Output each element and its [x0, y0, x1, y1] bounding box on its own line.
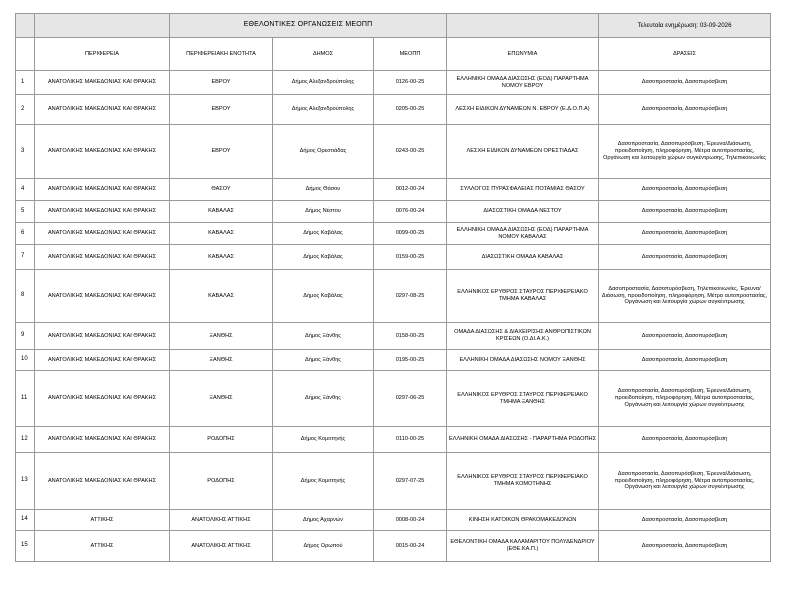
- header-blank-cell: [35, 14, 170, 38]
- column-header-regional-unit: ΠΕΡΙΦΕΡΕΙΑΚΗ ΕΝΟΤΗΤΑ: [170, 38, 273, 71]
- organization-name-cell: ΔΙΑΣΩΣΤΙΚΗ ΟΜΑΔΑ ΝΕΣΤΟΥ: [447, 201, 599, 223]
- table-row: [16, 179, 771, 201]
- code-cell: 0297-08-25: [374, 270, 447, 323]
- regional-unit-cell: ΞΑΝΘΗΣ: [170, 323, 273, 350]
- municipality-cell: Δήμος Ορεστιάδας: [273, 125, 374, 179]
- header-blank-cell: [16, 14, 35, 38]
- actions-cell: Δασοπροστασία, Δασοπυρόσβεση: [599, 350, 771, 371]
- table-row: [16, 371, 771, 427]
- row-number: 7: [16, 245, 35, 270]
- organization-name-cell: ΕΛΛΗΝΙΚΗ ΟΜΑΔΑ ΔΙΑΣΩΣΗΣ (ΕΟΔ) ΠΑΡΑΡΤΗΜΑ ΝΟΜΟΥ ΕΒΡΟΥ: [447, 71, 599, 95]
- code-cell: 0012-00-24: [374, 179, 447, 201]
- code-cell: 0110-00-25: [374, 427, 447, 453]
- municipality-cell: Δήμος Αλεξανδρούπολης: [273, 71, 374, 95]
- region-cell: ΑΝΑΤΟΛΙΚΗΣ ΜΑΚΕΔΟΝΙΑΣ ΚΑΙ ΘΡΑΚΗΣ: [35, 371, 170, 427]
- actions-cell: Δασοπροστασία, Δασοπυρόσβεση: [599, 510, 771, 531]
- code-cell: 0076-00-24: [374, 201, 447, 223]
- table-row: [16, 245, 771, 270]
- regional-unit-cell: ΚΑΒΑΛΑΣ: [170, 201, 273, 223]
- regional-unit-cell: ΡΟΔΟΠΗΣ: [170, 453, 273, 510]
- row-number: 10: [16, 350, 35, 371]
- municipality-cell: Δήμος Καβάλας: [273, 270, 374, 323]
- organizations-table: [15, 13, 771, 562]
- code-cell: 0158-00-25: [374, 323, 447, 350]
- municipality-cell: Δήμος Αλεξανδρούπολης: [273, 95, 374, 125]
- municipality-cell: Δήμος Ξάνθης: [273, 350, 374, 371]
- organization-name-cell: ΕΛΛΗΝΙΚΟΣ ΕΡΥΘΡΟΣ ΣΤΑΥΡΟΣ ΠΕΡΙΦΕΡΕΙΑΚΟ ΤΜΗΜΑ ΚΟΜΟΤΗΝΗΣ: [447, 453, 599, 510]
- code-cell: 0297-06-25: [374, 371, 447, 427]
- organization-name-cell: ΣΥΛΛΟΓΟΣ ΠΥΡΑΣΦΑΛΕΙΑΣ ΠΟΤΑΜΙΑΣ ΘΑΣΟΥ: [447, 179, 599, 201]
- code-cell: 0099-00-25: [374, 223, 447, 245]
- table-row: [16, 270, 771, 323]
- actions-cell: Δασοπροστασία, Δασοπυρόσβεση, Έρευνα/Διάσωση, προειδοποίηση, πληροφόρηση, Μέτρα αυτοπροστασίας, Οργάνωση και λειτουργία χώρων συγκέντρωσης: [599, 453, 771, 510]
- region-cell: ΑΤΤΙΚΗΣ: [35, 531, 170, 562]
- actions-cell: Δασοπροστασία, Δασοπυρόσβεση: [599, 71, 771, 95]
- table-row: [16, 201, 771, 223]
- municipality-cell: Δήμος Αχαρνών: [273, 510, 374, 531]
- code-cell: 0126-00-25: [374, 71, 447, 95]
- actions-cell: Δασοπροστασία, Δασοπυρόσβεση: [599, 179, 771, 201]
- table-row: [16, 125, 771, 179]
- table-row: [16, 223, 771, 245]
- row-number: 6: [16, 223, 35, 245]
- actions-cell: Δασοπροστασία, Δασοπυρόσβεση: [599, 201, 771, 223]
- region-cell: ΑΝΑΤΟΛΙΚΗΣ ΜΑΚΕΔΟΝΙΑΣ ΚΑΙ ΘΡΑΚΗΣ: [35, 201, 170, 223]
- regional-unit-cell: ΚΑΒΑΛΑΣ: [170, 245, 273, 270]
- region-cell: ΑΤΤΙΚΗΣ: [35, 510, 170, 531]
- organization-name-cell: ΕΛΛΗΝΙΚΗ ΟΜΑΔΑ ΔΙΑΣΩΣΗΣ - ΠΑΡΑΡΤΗΜΑ ΡΟΔΟΠΗΣ: [447, 427, 599, 453]
- table-row: [16, 453, 771, 510]
- regional-unit-cell: ΕΒΡΟΥ: [170, 95, 273, 125]
- region-cell: ΑΝΑΤΟΛΙΚΗΣ ΜΑΚΕΔΟΝΙΑΣ ΚΑΙ ΘΡΑΚΗΣ: [35, 427, 170, 453]
- code-cell: 0297-07-25: [374, 453, 447, 510]
- organization-name-cell: ΕΛΛΗΝΙΚΟΣ ΕΡΥΘΡΟΣ ΣΤΑΥΡΟΣ ΠΕΡΙΦΕΡΕΙΑΚΟ ΤΜΗΜΑ ΚΑΒΑΛΑΣ: [447, 270, 599, 323]
- spreadsheet-page: [15, 13, 770, 562]
- regional-unit-cell: ΚΑΒΑΛΑΣ: [170, 270, 273, 323]
- row-number: 4: [16, 179, 35, 201]
- row-number: 9: [16, 323, 35, 350]
- region-cell: ΑΝΑΤΟΛΙΚΗΣ ΜΑΚΕΔΟΝΙΑΣ ΚΑΙ ΘΡΑΚΗΣ: [35, 350, 170, 371]
- column-header-actions: ΔΡΑΣΕΙΣ: [599, 38, 771, 71]
- region-cell: ΑΝΑΤΟΛΙΚΗΣ ΜΑΚΕΔΟΝΙΑΣ ΚΑΙ ΘΡΑΚΗΣ: [35, 125, 170, 179]
- region-cell: ΑΝΑΤΟΛΙΚΗΣ ΜΑΚΕΔΟΝΙΑΣ ΚΑΙ ΘΡΑΚΗΣ: [35, 245, 170, 270]
- actions-cell: Δασοπροστασία, Δασοπυρόσβεση, Έρευνα/Διάσωση, προειδοποίηση, πληροφόρηση, Μέτρα αυτοπροστασίας, Οργάνωση και λειτουργία χώρων συγκέντρωσης: [599, 371, 771, 427]
- region-cell: ΑΝΑΤΟΛΙΚΗΣ ΜΑΚΕΔΟΝΙΑΣ ΚΑΙ ΘΡΑΚΗΣ: [35, 323, 170, 350]
- row-number: 12: [16, 427, 35, 453]
- region-cell: ΑΝΑΤΟΛΙΚΗΣ ΜΑΚΕΔΟΝΙΑΣ ΚΑΙ ΘΡΑΚΗΣ: [35, 71, 170, 95]
- row-number: 2: [16, 95, 35, 125]
- organization-name-cell: ΕΛΛΗΝΙΚΗ ΟΜΑΔΑ ΔΙΑΣΩΣΗΣ ΝΟΜΟΥ ΞΑΝΘΗΣ: [447, 350, 599, 371]
- municipality-cell: Δήμος Ωρωπού: [273, 531, 374, 562]
- municipality-cell: Δήμος Καβάλας: [273, 223, 374, 245]
- actions-cell: Δασοπροστασία, Δασοπυρόσβεση: [599, 427, 771, 453]
- code-cell: 0243-00-25: [374, 125, 447, 179]
- municipality-cell: Δήμος Θάσου: [273, 179, 374, 201]
- regional-unit-cell: ΞΑΝΘΗΣ: [170, 371, 273, 427]
- column-header-row: [16, 38, 771, 71]
- header-blank-cell: [447, 14, 599, 38]
- actions-cell: Δασοπροστασία, Δασοπυρόσβεση, Τηλεπικοινωνίες, Έρευνα/Διάσωση, προειδοποίηση, πληροφόρηση, Μέτρα αυτοπροστασίας, Οργάνωση και λειτουργία χώρων συγκέντρωσης: [599, 270, 771, 323]
- organization-name-cell: ΕΛΛΗΝΙΚΗ ΟΜΑΔΑ ΔΙΑΣΩΣΗΣ (ΕΟΔ) ΠΑΡΑΡΤΗΜΑ ΝΟΜΟΥ ΚΑΒΑΛΑΣ: [447, 223, 599, 245]
- table-row: [16, 71, 771, 95]
- row-number: 3: [16, 125, 35, 179]
- sheet-title: ΕΘΕΛΟΝΤΙΚΕΣ ΟΡΓΑΝΩΣΕΙΣ ΜΕΟΠΠ: [170, 14, 447, 38]
- code-cell: 0159-00-25: [374, 245, 447, 270]
- organization-name-cell: ΛΕΣΧΗ ΕΙΔΙΚΩΝ ΔΥΝΑΜΕΩΝ ΟΡΕΣΤΙΑΔΑΣ: [447, 125, 599, 179]
- regional-unit-cell: ΞΑΝΘΗΣ: [170, 350, 273, 371]
- municipality-cell: Δήμος Νέστου: [273, 201, 374, 223]
- column-header-name: ΕΠΩΝΥΜΙΑ: [447, 38, 599, 71]
- municipality-cell: Δήμος Κομοτηνής: [273, 427, 374, 453]
- municipality-cell: Δήμος Ξάνθης: [273, 323, 374, 350]
- row-number: 13: [16, 453, 35, 510]
- column-header-code: ΜΕΟΠΠ: [374, 38, 447, 71]
- region-cell: ΑΝΑΤΟΛΙΚΗΣ ΜΑΚΕΔΟΝΙΑΣ ΚΑΙ ΘΡΑΚΗΣ: [35, 179, 170, 201]
- organization-name-cell: ΕΛΛΗΝΙΚΟΣ ΕΡΥΘΡΟΣ ΣΤΑΥΡΟΣ ΠΕΡΙΦΕΡΕΙΑΚΟ ΤΜΗΜΑ ΞΑΝΘΗΣ: [447, 371, 599, 427]
- organization-name-cell: ΟΜΑΔΑ ΔΙΑΣΩΣΗΣ & ΔΙΑΧΕΙΡΙΣΗΣ ΑΝΘΡΩΠΙΣΤΙΚΩΝ ΚΡΙΣΕΩΝ (Ο.ΔΙ.Α.Κ.): [447, 323, 599, 350]
- regional-unit-cell: ΘΑΣΟΥ: [170, 179, 273, 201]
- organization-name-cell: ΚΙΝΗΣΗ ΚΑΤΟΙΚΩΝ ΘΡΑΚΟΜΑΚΕΔΟΝΩΝ: [447, 510, 599, 531]
- row-number: 15: [16, 531, 35, 562]
- actions-cell: Δασοπροστασία, Δασοπυρόσβεση: [599, 323, 771, 350]
- actions-cell: Δασοπροστασία, Δασοπυρόσβεση, Έρευνα/Διάσωση, προειδοποίηση, πληροφόρηση, Μέτρα αυτοπροστασίας, Οργάνωση και λειτουργία χώρων συγκέντρωσης, Τηλεπικοινωνίες: [599, 125, 771, 179]
- regional-unit-cell: ΑΝΑΤΟΛΙΚΗΣ ΑΤΤΙΚΗΣ: [170, 531, 273, 562]
- organization-name-cell: ΛΕΣΧΗ ΕΙΔΙΚΩΝ ΔΥΝΑΜΕΩΝ Ν. ΕΒΡΟΥ (Ε.Δ.Ο.Π.Α): [447, 95, 599, 125]
- column-header-number: [16, 38, 35, 71]
- region-cell: ΑΝΑΤΟΛΙΚΗΣ ΜΑΚΕΔΟΝΙΑΣ ΚΑΙ ΘΡΑΚΗΣ: [35, 453, 170, 510]
- code-cell: 0015-00-24: [374, 531, 447, 562]
- regional-unit-cell: ΕΒΡΟΥ: [170, 71, 273, 95]
- code-cell: 0008-00-24: [374, 510, 447, 531]
- row-number: 1: [16, 71, 35, 95]
- actions-cell: Δασοπροστασία, Δασοπυρόσβεση: [599, 95, 771, 125]
- row-number: 11: [16, 371, 35, 427]
- actions-cell: Δασοπροστασία, Δασοπυρόσβεση: [599, 245, 771, 270]
- row-number: 5: [16, 201, 35, 223]
- municipality-cell: Δήμος Καβάλας: [273, 245, 374, 270]
- code-cell: 0195-00-25: [374, 350, 447, 371]
- table-row: [16, 531, 771, 562]
- organization-name-cell: ΔΙΑΣΩΣΤΙΚΗ ΟΜΑΔΑ ΚΑΒΑΛΑΣ: [447, 245, 599, 270]
- region-cell: ΑΝΑΤΟΛΙΚΗΣ ΜΑΚΕΔΟΝΙΑΣ ΚΑΙ ΘΡΑΚΗΣ: [35, 223, 170, 245]
- column-header-municipality: ΔΗΜΟΣ: [273, 38, 374, 71]
- last-updated-label: Τελευταία ενημέρωση: 03-09-2026: [599, 14, 771, 38]
- municipality-cell: Δήμος Ξάνθης: [273, 371, 374, 427]
- row-number: 8: [16, 270, 35, 323]
- row-number: 14: [16, 510, 35, 531]
- table-row: [16, 323, 771, 350]
- regional-unit-cell: ΕΒΡΟΥ: [170, 125, 273, 179]
- actions-cell: Δασοπροστασία, Δασοπυρόσβεση: [599, 531, 771, 562]
- column-header-region: ΠΕΡΙΦΕΡΕΙΑ: [35, 38, 170, 71]
- table-row: [16, 350, 771, 371]
- table-row: [16, 510, 771, 531]
- regional-unit-cell: ΑΝΑΤΟΛΙΚΗΣ ΑΤΤΙΚΗΣ: [170, 510, 273, 531]
- actions-cell: Δασοπροστασία, Δασοπυρόσβεση: [599, 223, 771, 245]
- table-row: [16, 95, 771, 125]
- code-cell: 0205-00-25: [374, 95, 447, 125]
- table-row: [16, 427, 771, 453]
- municipality-cell: Δήμος Κομοτηνής: [273, 453, 374, 510]
- regional-unit-cell: ΡΟΔΟΠΗΣ: [170, 427, 273, 453]
- regional-unit-cell: ΚΑΒΑΛΑΣ: [170, 223, 273, 245]
- organization-name-cell: ΕΘΕΛΟΝΤΙΚΗ ΟΜΑΔΑ ΚΑΛΑΜΑΡΙΤΟΥ ΠΟΛΥΔΕΝΔΡΙΟΥ (ΕΘΕ.ΚΑ.Π.): [447, 531, 599, 562]
- title-row: [16, 14, 771, 38]
- region-cell: ΑΝΑΤΟΛΙΚΗΣ ΜΑΚΕΔΟΝΙΑΣ ΚΑΙ ΘΡΑΚΗΣ: [35, 95, 170, 125]
- region-cell: ΑΝΑΤΟΛΙΚΗΣ ΜΑΚΕΔΟΝΙΑΣ ΚΑΙ ΘΡΑΚΗΣ: [35, 270, 170, 323]
